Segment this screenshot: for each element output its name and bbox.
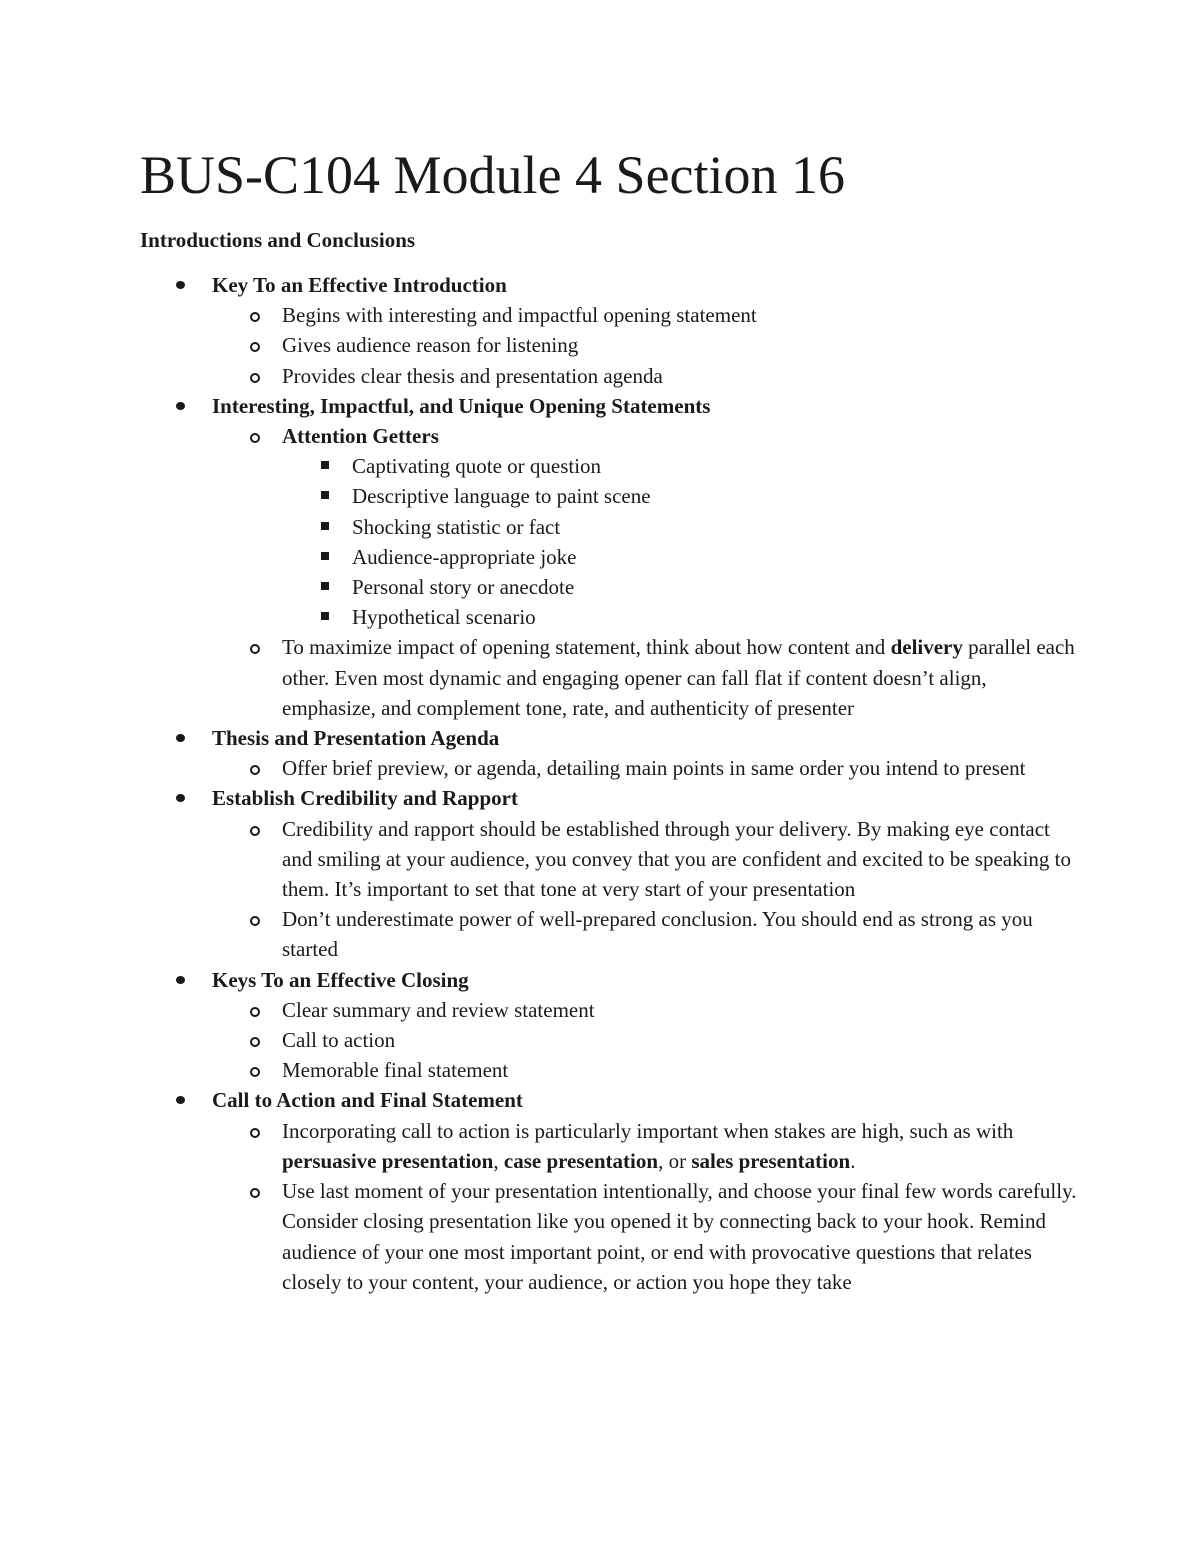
list-item: Memorable final statement	[140, 1055, 1080, 1085]
item-text: To maximize impact of opening statement, think about how content and	[282, 635, 891, 660]
outline	[140, 270, 1080, 1297]
list-item: Descriptive language to paint scene	[140, 481, 1080, 511]
list-item: Credibility and rapport should be established through your delivery. By making eye contact and smiling at your audience, you convey that you are confident and excited to be speaking to them. It’s important to set that tone at very start of your presentation	[140, 814, 1080, 905]
bold-term: sales presentation	[691, 1148, 851, 1173]
list-item: Offer brief preview, or agenda, detailing main points in same order you intend to present	[140, 753, 1080, 783]
bullet-heading: Interesting, Impactful, and Unique Opening Statements	[140, 391, 1080, 421]
list-item: Captivating quote or question	[140, 451, 1080, 481]
item-text: .	[850, 1148, 856, 1173]
list-item: Shocking statistic or fact	[140, 512, 1080, 542]
item-text: , or	[658, 1148, 692, 1173]
list-item: Use last moment of your presentation intentionally, and choose your final few words carefully. Consider closing presentation like you opened it by connecting back to your hook. Remind audience of your one most important point, or end with provocative questions that relates closely to your content, your audience, or action you hope they take	[140, 1176, 1080, 1297]
list-item: Gives audience reason for listening	[140, 330, 1080, 360]
item-text: parallel each other. Even most dynamic and engaging opener can fall flat if content doesn’t align, emphasize, and complement tone, rate, and authenticity of presenter	[282, 635, 1075, 720]
page-title: BUS-C104 Module 4 Section 16	[140, 145, 846, 205]
bullet-heading: Call to Action and Final Statement	[140, 1085, 1080, 1115]
sub-heading: Attention Getters	[140, 421, 1080, 451]
bold-term: case presentation	[503, 1148, 659, 1173]
item-text: ,	[493, 1148, 504, 1173]
subtitle: Introductions and Conclusions	[140, 228, 416, 252]
item-text: Incorporating call to action is particularly important when stakes are high, such as with	[282, 1118, 1014, 1143]
list-item: Call to action	[140, 1025, 1080, 1055]
bullet-heading: Keys To an Effective Closing	[140, 965, 1080, 995]
list-item: Clear summary and review statement	[140, 995, 1080, 1025]
list-item: Provides clear thesis and presentation agenda	[140, 361, 1080, 391]
bullet-heading: Key To an Effective Introduction	[140, 270, 1080, 300]
bold-term: delivery	[890, 635, 963, 660]
list-item	[140, 632, 1080, 723]
bold-term: persuasive presentation	[282, 1148, 494, 1173]
list-item: Personal story or anecdote	[140, 572, 1080, 602]
list-item: Hypothetical scenario	[140, 602, 1080, 632]
list-item: Don’t underestimate power of well-prepared conclusion. You should end as strong as you started	[140, 904, 1080, 964]
list-item: Audience-appropriate joke	[140, 542, 1080, 572]
list-item	[140, 1116, 1080, 1176]
list-item: Begins with interesting and impactful opening statement	[140, 300, 1080, 330]
bullet-heading: Thesis and Presentation Agenda	[140, 723, 1080, 753]
bullet-heading: Establish Credibility and Rapport	[140, 783, 1080, 813]
